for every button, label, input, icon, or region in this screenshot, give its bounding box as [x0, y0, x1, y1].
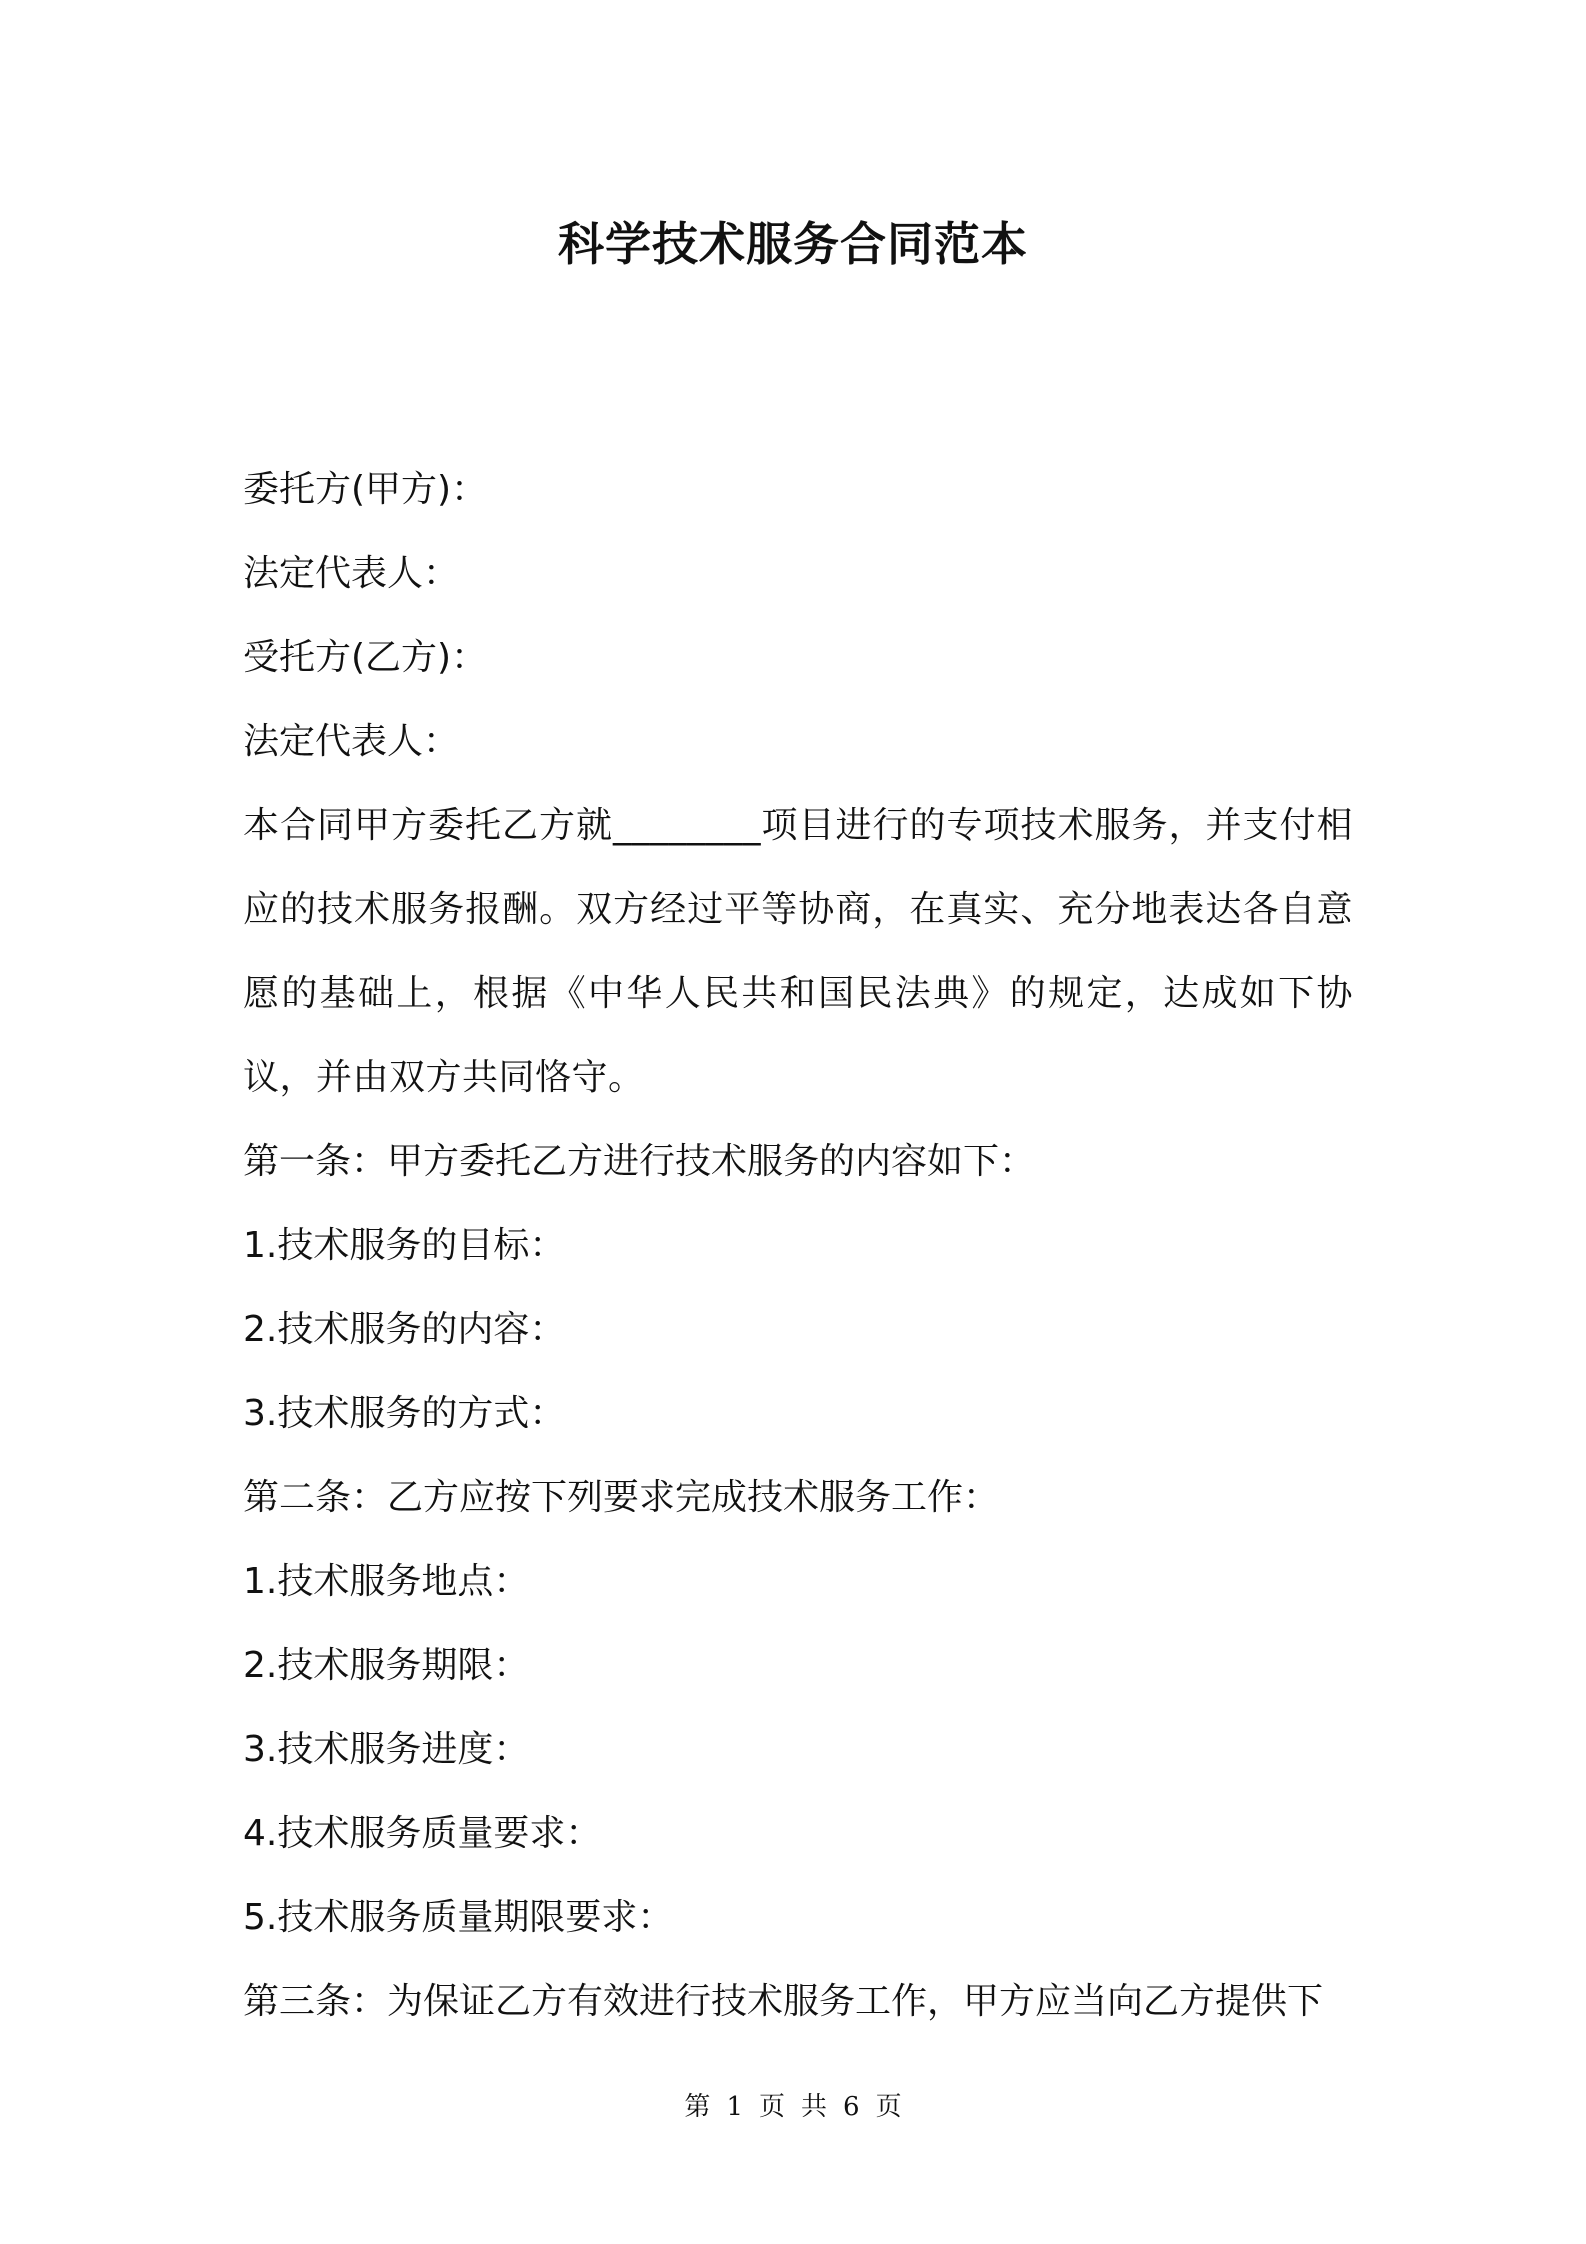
footer-word-page: 第: [684, 2092, 711, 2122]
party-b-line: 受托方(乙方)：: [243, 637, 488, 678]
party-a-line: 委托方(甲方)：: [243, 469, 488, 510]
document-title: 科学技术服务合同范本: [558, 217, 1028, 271]
page-footer: [0, 2090, 1586, 2124]
footer-current-page: 1: [726, 2092, 743, 2122]
article-1-heading: 第一条：甲方委托乙方进行技术服务的内容如下：: [243, 1141, 1036, 1182]
article-3-heading: 第三条：为保证乙方有效进行技术服务工作，甲方应当向乙方提供下: [243, 1981, 1324, 2022]
footer-total-pages: 6: [843, 2092, 860, 2122]
intro-paragraph: 本合同甲方委托乙方就________项目进行的专项技术服务，并支付相应的技术服务报酬。双方经过平等协商，在真实、充分地表达各自意愿的基础上，根据《中华人民共和国民法典》的规定，达成如下协议，并由双方共同恪守。: [243, 805, 1353, 1098]
document-body: [243, 448, 1353, 2044]
article-2-item: 5.技术服务质量期限要求：: [243, 1897, 674, 1938]
article-2-item: 3.技术服务进度：: [243, 1729, 530, 1770]
party-a-representative-line: 法定代表人：: [243, 553, 460, 594]
party-b-representative-line: 法定代表人：: [243, 721, 460, 762]
article-2-item: 1.技术服务地点：: [243, 1561, 530, 1602]
article-1-item: 3.技术服务的方式：: [243, 1393, 566, 1434]
article-2-item: 2.技术服务期限：: [243, 1645, 530, 1686]
footer-word-total: 共: [801, 2092, 828, 2122]
footer-word-page: 页: [758, 2092, 785, 2122]
article-1-item: 2.技术服务的内容：: [243, 1309, 566, 1350]
article-2-item: 4.技术服务质量要求：: [243, 1813, 602, 1854]
footer-word-page: 页: [875, 2092, 902, 2122]
article-1-item: 1.技术服务的目标：: [243, 1225, 566, 1266]
article-2-heading: 第二条：乙方应按下列要求完成技术服务工作：: [243, 1477, 1000, 1518]
